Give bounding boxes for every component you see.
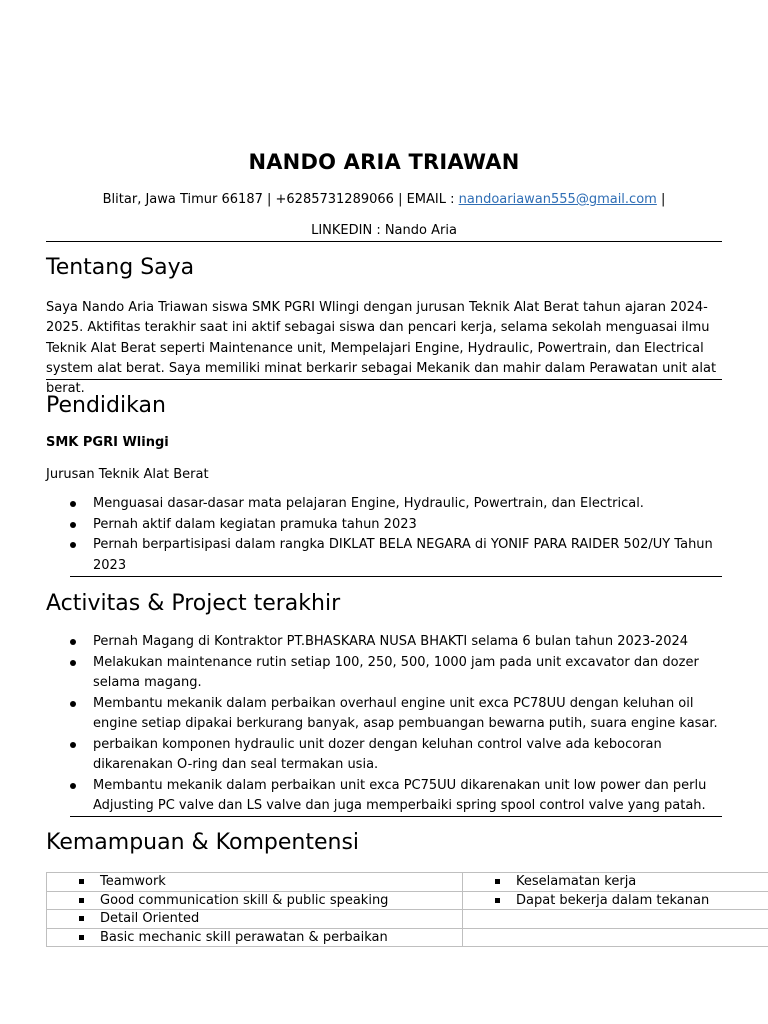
skill-text: Good communication skill & public speaking [100, 892, 389, 908]
education-list [46, 494, 726, 576]
bullet-icon [70, 660, 76, 666]
about-text: Saya Nando Aria Triawan siswa SMK PGRI Wlingi dengan jurusan Teknik Alat Berat tahun ajaran 2024-2025. Aktifitas terakhir saat ini aktif sebagai siswa dan pencari kerja, selama sekolah menguasai ilmu Teknik Alat Berat seperti Maintenance unit, Mempelajari Engine, Hydraulic, Powertrain, dan Electrical system alat berat. Saya memiliki minat berkarir sebagai Mekanik dan mahir dalam Perawatan unit alat berat. [46, 300, 717, 397]
education-item-text: Pernah berpartisipasi dalam rangka DIKLAT BELA NEGARA di YONIF PARA RAIDER 502/UY Tahun 2023 [93, 537, 713, 573]
header-divider [46, 241, 722, 242]
about-title: Tentang Saya [46, 255, 195, 280]
skill-cell [47, 928, 463, 947]
skill-text: Teamwork [100, 874, 166, 890]
education-item [46, 494, 726, 515]
activity-item-text: Pernah Magang di Kontraktor PT.BHASKARA NUSA BHAKTI selama 6 bulan tahun 2023-2024 [93, 634, 689, 649]
activities-list [46, 632, 726, 817]
activity-item-text: perbaikan komponen hydraulic unit dozer dengan keluhan control valve ada kebocoran dikarenakan O-ring dan seal termakan usia. [93, 736, 662, 772]
skill-cell [47, 891, 463, 910]
skills-table [46, 872, 768, 947]
square-bullet-icon [79, 879, 84, 884]
education-title: Pendidikan [46, 393, 166, 418]
bullet-icon [70, 542, 76, 548]
bullet-icon [70, 639, 76, 645]
school-name: SMK PGRI Wlingi [46, 435, 169, 450]
skills-title: Kemampuan & Kompentensi [46, 830, 360, 855]
skill-text: Dapat bekerja dalam tekanan [516, 892, 710, 908]
activity-item-text: Membantu mekanik dalam perbaikan overhaul engine unit exca PC78UU dengan keluhan oil engine setiap dipakai berkurang banyak, asap pembuangan bewarna putih, suara engine kasar. [93, 695, 718, 731]
activities-title: Activitas & Project terakhir [46, 591, 341, 616]
bullet-icon [70, 522, 76, 528]
candidate-name: NANDO ARIA TRIAWAN [248, 150, 520, 174]
skill-cell [463, 891, 768, 910]
square-bullet-icon [495, 898, 500, 903]
activity-item-text: Membantu mekanik dalam perbaikan unit exca PC75UU dikarenakan unit low power dan perlu Adjusting PC valve dan LS valve dan juga memperbaiki spring spool control valve yang patah. [93, 777, 707, 813]
education-divider [70, 576, 722, 577]
activities-divider [70, 816, 722, 817]
activity-item [46, 735, 726, 776]
skill-cell [463, 910, 768, 929]
activity-item-text: Melakukan maintenance rutin setiap 100, 250, 500, 1000 jam pada unit excavator dan dozer selama magang. [93, 654, 699, 690]
skill-text: Detail Oriented [100, 911, 200, 927]
activity-item [46, 694, 726, 735]
square-bullet-icon [79, 935, 84, 940]
education-item-text: Pernah aktif dalam kegiatan pramuka tahun 2023 [93, 516, 417, 532]
activity-item [46, 632, 726, 653]
skill-text: Keselamatan kerja [516, 874, 637, 890]
about-divider [46, 379, 722, 380]
square-bullet-icon [79, 916, 84, 921]
education-item [46, 535, 726, 576]
activity-item [46, 776, 726, 817]
bullet-icon [70, 783, 76, 789]
skill-cell [47, 873, 463, 892]
skill-cell [463, 928, 768, 947]
skills-row [47, 910, 768, 929]
education-item-text: Menguasai dasar-dasar mata pelajaran Engine, Hydraulic, Powertrain, dan Electrical. [93, 496, 644, 511]
education-item [46, 515, 726, 536]
bullet-icon [70, 501, 76, 507]
square-bullet-icon [79, 898, 84, 903]
email-link[interactable]: nandoariawan555@gmail.com [458, 192, 657, 207]
skill-text: Basic mechanic skill perawatan & perbaikan [100, 930, 388, 946]
skills-row [47, 928, 768, 947]
contact-info [46, 192, 722, 207]
school-major: Jurusan Teknik Alat Berat [46, 467, 209, 482]
bullet-icon [70, 742, 76, 748]
square-bullet-icon [495, 879, 500, 884]
bullet-icon [70, 701, 76, 707]
skill-cell [463, 873, 768, 892]
contact-separator: | [656, 192, 666, 207]
activity-item [46, 653, 726, 694]
linkedin-info: LINKEDIN : Nando Aria [311, 223, 457, 238]
contact-location-phone: Blitar, Jawa Timur 66187 | +6285731289066 | EMAIL : [102, 192, 459, 207]
skills-row [47, 873, 768, 892]
skill-cell [47, 910, 463, 929]
skills-row [47, 891, 768, 910]
